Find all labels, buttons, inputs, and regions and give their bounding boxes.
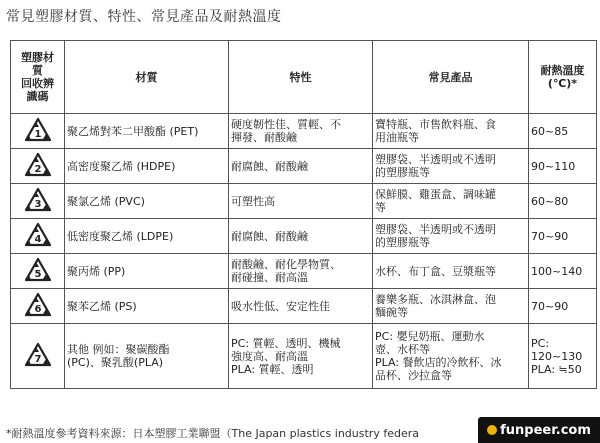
table-header-row	[11, 41, 597, 114]
recycle-code-cell	[11, 149, 65, 184]
recycle-code-number: 6	[34, 304, 41, 315]
property-cell	[229, 184, 373, 219]
recycle-code-number: 4	[34, 234, 41, 245]
cell-line: 其他 例如：聚碳酸酯	[67, 343, 170, 356]
table-row	[11, 184, 597, 219]
cell-line: 質	[32, 64, 43, 77]
cell-line: (℃)*	[547, 77, 578, 90]
table-row	[11, 254, 597, 289]
table-row	[11, 149, 597, 184]
material-cell	[65, 149, 229, 184]
cell-line: 養樂多瓶、冰淇淋盒、泡	[375, 293, 496, 306]
temperature-cell	[529, 289, 597, 324]
table-row	[11, 289, 597, 324]
page-title: 常見塑膠材質、特性、常見產品及耐熱溫度	[6, 9, 282, 25]
property-cell	[229, 149, 373, 184]
header-property: 特性	[229, 41, 373, 114]
cell-line: 寶特瓶、市售飲料瓶、食	[375, 118, 496, 131]
recycle-code-number: 2	[34, 164, 41, 175]
property-cell	[229, 254, 373, 289]
cell-line: 品杯、沙拉盒等	[375, 369, 452, 382]
temperature-cell	[529, 324, 597, 389]
table-row	[11, 219, 597, 254]
cell-line: PC: 質輕、透明、機械	[231, 336, 341, 350]
recycle-icon	[23, 292, 53, 320]
cell-line: 強度高、耐高溫	[231, 349, 308, 363]
cell-line: 等	[375, 201, 386, 214]
cell-line: 的塑膠瓶等	[375, 166, 430, 179]
cell-line: 保鮮膜、雞蛋盒、調味罐	[375, 188, 496, 201]
cell-line: 聚丙烯 (PP)	[67, 264, 126, 278]
header-recycle-code	[11, 41, 65, 114]
property-cell	[229, 219, 373, 254]
cell-line: PC:	[531, 336, 550, 350]
table-row	[11, 114, 597, 149]
cell-line: 耐腐蝕、耐酸鹼	[231, 229, 308, 243]
products-cell	[373, 184, 529, 219]
cell-line: 聚苯乙烯 (PS)	[67, 299, 137, 313]
products-cell	[373, 114, 529, 149]
cell-line: (PC)、聚乳酸(PLA)	[67, 356, 164, 369]
watermark-text: funpeer.com	[500, 422, 591, 438]
cell-line: 吸水性低、安定性佳	[231, 299, 330, 313]
material-cell	[65, 184, 229, 219]
cell-line: 90~110	[531, 159, 576, 173]
table-row	[11, 324, 597, 389]
cell-line: 硬度韌性佳、質輕、不	[231, 118, 341, 131]
cell-line: PLA: 質輕、透明	[231, 362, 314, 376]
products-cell	[373, 254, 529, 289]
recycle-icon	[23, 342, 53, 370]
watermark-logo	[478, 417, 600, 443]
cell-line: 聚乙烯對苯二甲酸酯 (PET)	[67, 124, 199, 138]
cell-line: 可塑性高	[231, 194, 275, 208]
header-products: 常見產品	[373, 41, 529, 114]
material-cell	[65, 324, 229, 389]
cell-line: 用油瓶等	[375, 131, 419, 144]
cell-line: 壺、水杯等	[375, 343, 430, 356]
cell-line: 塑膠袋、半透明或不透明	[375, 153, 496, 166]
cell-line: 的塑膠瓶等	[375, 236, 430, 249]
recycle-icon	[23, 222, 53, 250]
recycle-code-number: 5	[34, 269, 41, 280]
cell-line: 揮發、耐酸鹼	[231, 131, 297, 144]
temperature-cell	[529, 114, 597, 149]
cell-line: 低密度聚乙烯 (LDPE)	[67, 229, 174, 243]
cell-line: 塑膠袋、半透明或不透明	[375, 223, 496, 236]
cell-line: 60~85	[531, 124, 569, 138]
watermark-icon	[487, 425, 497, 435]
products-cell	[373, 219, 529, 254]
cell-line: 回收辨	[21, 77, 54, 90]
header-temperature	[529, 41, 597, 114]
cell-line: 麵碗等	[375, 306, 408, 319]
recycle-code-cell	[11, 184, 65, 219]
temperature-cell	[529, 149, 597, 184]
recycle-code-number: 3	[34, 199, 41, 210]
cell-line: 高密度聚乙烯 (HDPE)	[67, 159, 176, 173]
plastics-table	[10, 40, 597, 389]
recycle-code-cell	[11, 219, 65, 254]
cell-line: PLA: ≒50	[531, 362, 582, 376]
products-cell	[373, 149, 529, 184]
material-cell	[65, 254, 229, 289]
recycle-icon	[23, 187, 53, 215]
temperature-cell	[529, 254, 597, 289]
material-cell	[65, 289, 229, 324]
material-cell	[65, 114, 229, 149]
cell-line: 聚氯乙烯 (PVC)	[67, 194, 145, 208]
cell-line: PC: 嬰兒奶瓶、運動水	[375, 330, 485, 343]
cell-line: 水杯、布丁盒、豆漿瓶等	[375, 264, 496, 278]
cell-line: PLA: 餐飲店的冷飲杯、冰	[375, 356, 502, 369]
recycle-code-cell	[11, 114, 65, 149]
property-cell	[229, 324, 373, 389]
cell-line: 識碼	[26, 90, 49, 103]
material-cell	[65, 219, 229, 254]
products-cell	[373, 324, 529, 389]
recycle-code-number: 1	[34, 129, 41, 140]
cell-line: 耐碰撞、耐高溫	[231, 271, 308, 284]
recycle-icon	[23, 152, 53, 180]
recycle-icon	[23, 257, 53, 285]
products-cell	[373, 289, 529, 324]
cell-line: 60~80	[531, 194, 569, 208]
cell-line: 70~90	[531, 229, 569, 243]
footer-note: *耐熱溫度參考資料來源：日本塑膠工業聯盟（The Japan plastics industry federa	[6, 427, 419, 440]
cell-line: 120~130	[531, 349, 583, 363]
cell-line: 塑膠材	[21, 51, 54, 64]
cell-line: 耐腐蝕、耐酸鹼	[231, 159, 308, 173]
cell-line: 70~90	[531, 299, 569, 313]
temperature-cell	[529, 219, 597, 254]
recycle-icon	[23, 117, 53, 145]
temperature-cell	[529, 184, 597, 219]
property-cell	[229, 289, 373, 324]
recycle-code-cell	[11, 324, 65, 389]
cell-line: 100~140	[531, 264, 583, 278]
recycle-code-cell	[11, 254, 65, 289]
recycle-code-number: 7	[34, 354, 41, 365]
cell-line: 耐酸鹼、耐化學物質、	[231, 258, 341, 271]
recycle-code-cell	[11, 289, 65, 324]
header-material: 材質	[65, 41, 229, 114]
cell-line: 耐熱溫度	[540, 64, 585, 77]
property-cell	[229, 114, 373, 149]
